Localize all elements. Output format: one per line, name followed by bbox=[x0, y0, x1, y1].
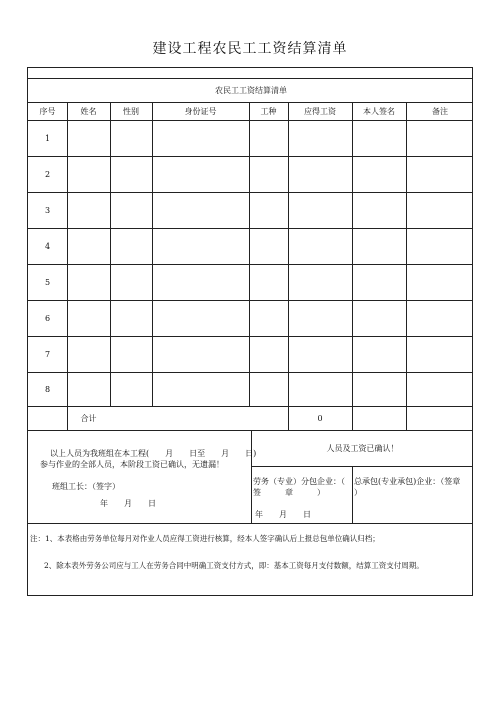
confirm-statement-line2: 参与作业的全部人员，本阶段工资已确认，无遗漏！ bbox=[40, 460, 224, 469]
labor-subcontractor-label: 劳务（专业）分包企业：（ bbox=[253, 477, 345, 486]
total-wage-value: 0 bbox=[317, 413, 323, 423]
header-remarks: 备注 bbox=[432, 106, 448, 116]
col-divider bbox=[152, 102, 153, 406]
general-contractor-label: 总承包(专业承包)企业：（签章 bbox=[354, 477, 461, 486]
col-divider bbox=[352, 102, 353, 430]
header-wage: 应得工资 bbox=[304, 106, 336, 116]
row-number: 2 bbox=[44, 169, 51, 179]
document-title: 建设工程农民工工资结算清单 bbox=[152, 41, 348, 57]
table-subtitle: 农民工工资结算清单 bbox=[215, 85, 287, 95]
row-number: 5 bbox=[44, 277, 51, 287]
labor-subcontractor-date: 年 月 日 bbox=[255, 510, 311, 519]
row-number: 6 bbox=[44, 313, 51, 323]
col-divider bbox=[110, 102, 111, 406]
header-signature: 本人签名 bbox=[363, 106, 395, 116]
row-number: 4 bbox=[44, 241, 51, 251]
general-contractor-seal: ） bbox=[354, 488, 362, 497]
confirm-right-title: 人员及工资已确认！ bbox=[326, 443, 399, 453]
header-trade: 工种 bbox=[260, 106, 277, 116]
col-divider bbox=[352, 466, 353, 523]
header-index: 序号 bbox=[39, 106, 56, 116]
total-label: 合计 bbox=[80, 413, 97, 423]
row-divider bbox=[28, 523, 472, 524]
row-number: 8 bbox=[44, 384, 51, 394]
col-divider bbox=[249, 102, 250, 406]
row-number: 1 bbox=[44, 133, 51, 143]
col-divider bbox=[288, 102, 289, 430]
header-name: 姓名 bbox=[80, 106, 97, 116]
note-2: 2、除本表外劳务公司应与工人在劳务合同中明确工资支付方式，即：基本工资每月支付数额，结算工资支付周期。 bbox=[44, 561, 424, 570]
col-divider bbox=[67, 102, 68, 430]
row-number: 7 bbox=[44, 349, 51, 359]
col-divider bbox=[406, 102, 407, 430]
header-id-number: 身份证号 bbox=[184, 106, 217, 116]
team-leader-date: 年 月 日 bbox=[100, 499, 156, 508]
header-gender: 性别 bbox=[123, 106, 139, 116]
confirm-statement-line1: 以上人员为我班组在本工程( 月 日至 月 日) bbox=[50, 449, 257, 458]
row-number: 3 bbox=[44, 205, 51, 215]
wage-settlement-table bbox=[27, 67, 473, 596]
row-divider bbox=[251, 466, 472, 467]
note-1: 注：1、本表格由劳务单位每月对作业人员应得工资进行核算，经本人签字确认后上报总包单位确认归档； bbox=[30, 534, 380, 543]
team-leader-signature: 班组工长：（签字） bbox=[52, 482, 120, 491]
labor-subcontractor-seal: 签 章 ） bbox=[253, 488, 325, 497]
